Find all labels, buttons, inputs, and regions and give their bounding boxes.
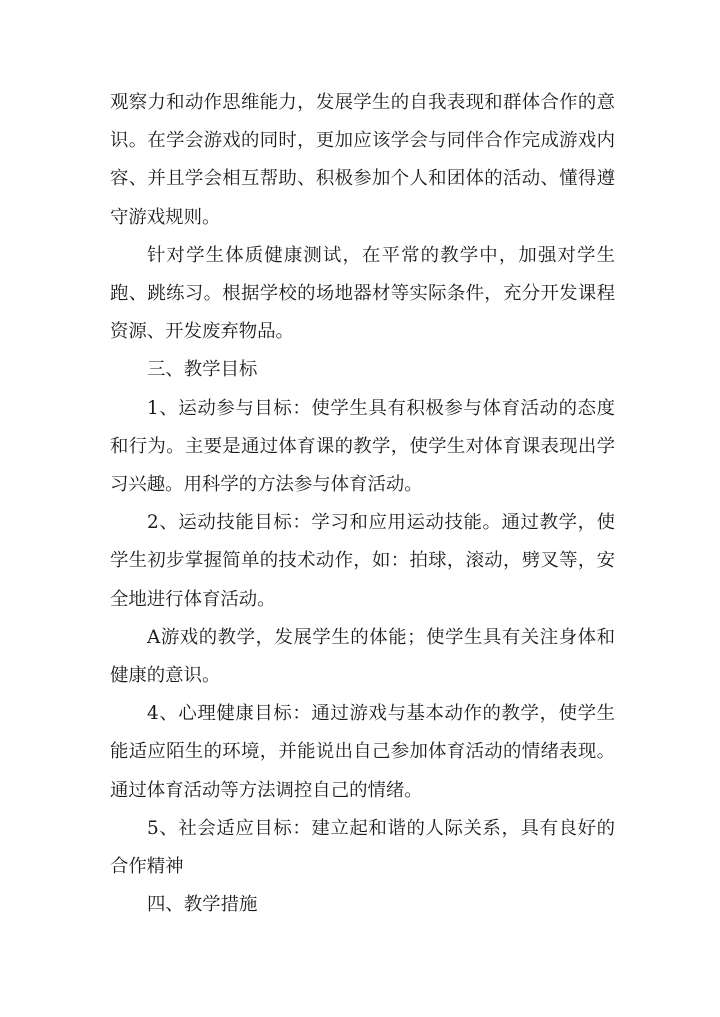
section-heading-teaching-goals: 三、教学目标 [147,359,258,381]
paragraph-intro-continued: 观察力和动作思维能力，发展学生的自我表现和群体合作的意识。在学会游戏的同时，更加应该学会与同伴合作完成游戏内容、并且学会相互帮助、积极参加个人和团体的活动、懂得遵守游戏规则。 [110,92,615,228]
paragraph-goal-social: 5、社会适应目标：建立起和谐的人际关系，具有良好的合作精神 [110,817,615,878]
paragraph-goal-mental-health: 4、心理健康目标：通过游戏与基本动作的教学，使学生能适应陌生的环境，并能说出自己参加体育活动的情绪表现。通过体育活动等方法调控自己的情绪。 [110,703,615,801]
document-body [110,84,615,924]
section-heading-teaching-measures: 四、教学措施 [147,894,258,916]
paragraph-physical-test: 针对学生体质健康测试，在平常的教学中，加强对学生跑、跳练习。根据学校的场地器材等实际条件，充分开发课程资源、开发废弃物品。 [110,244,615,343]
paragraph-goal-skills: 2、运动技能目标：学习和应用运动技能。通过教学，使学生初步掌握简单的技术动作，如：拍球，滚动，劈叉等，安全地进行体育活动。 [110,512,615,610]
paragraph-goal-participation: 1、运动参与目标：使学生具有积极参与体育活动的态度和行为。主要是通过体育课的教学，使学生对体育课表现出学习兴趣。用科学的方法参与体育活动。 [110,397,615,496]
paragraph-goal-fitness: A游戏的教学，发展学生的体能；使学生具有关注身体和健康的意识。 [110,626,615,687]
